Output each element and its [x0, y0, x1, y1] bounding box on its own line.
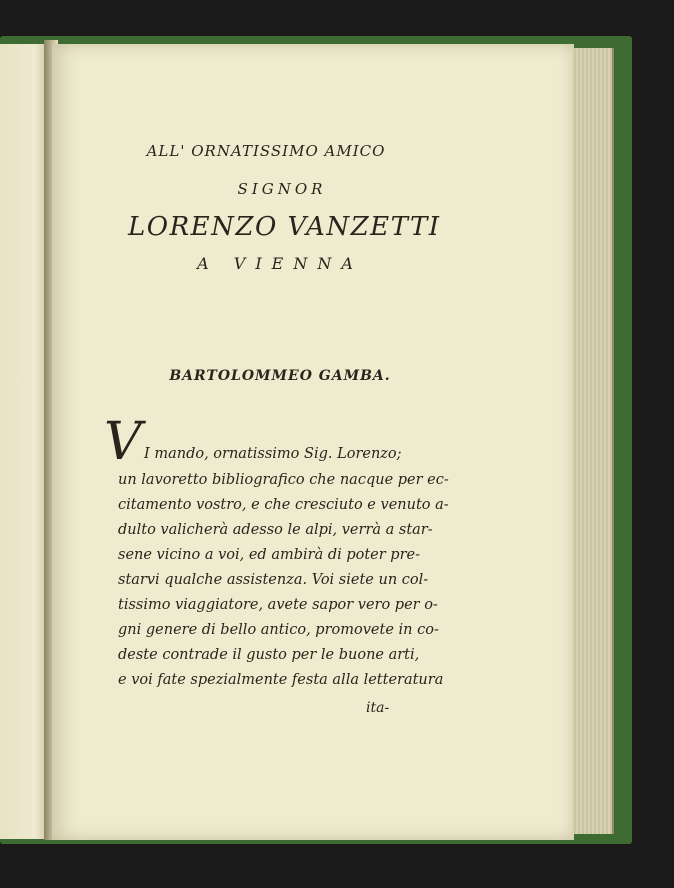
body-line-6: starvi qualche assistenza. Voi siete un col- — [118, 572, 429, 588]
dedicatee-city: A VIENNA — [197, 254, 363, 273]
author-signature: BARTOLOMMEO GAMBA. — [169, 368, 391, 384]
dedication-line-1: ALL' ORNATISSIMO AMICO — [146, 142, 386, 160]
left-page — [0, 44, 50, 839]
body-line-1: I mando, ornatissimo Sig. Lorenzo; — [144, 446, 402, 462]
body-line-9: deste contrade il gusto per le buone arti, — [118, 647, 420, 663]
body-line-7: tissimo viaggiatore, avete sapor vero per o- — [118, 597, 438, 613]
page-edges — [572, 48, 614, 834]
body-line-8: gni genere di bello antico, promovete in co- — [118, 622, 439, 638]
body-line-3: citamento vostro, e che cresciuto e venuto a- — [118, 497, 449, 513]
dedicatee-name: LORENZO VANZETTI — [128, 212, 441, 242]
catchword: ita- — [366, 700, 390, 716]
dedication-title: SIGNOR — [237, 180, 327, 198]
body-line-2: un lavoretto bibliografico che nacque per ec- — [118, 472, 449, 488]
body-line-10: e voi fate spezialmente festa alla letteratura — [118, 672, 444, 688]
body-line-4: dulto valicherà adesso le alpi, verrà a star- — [118, 522, 433, 538]
body-line-5: sene vicino a voi, ed ambirà di poter pre- — [118, 547, 421, 563]
drop-cap: V — [104, 412, 142, 472]
